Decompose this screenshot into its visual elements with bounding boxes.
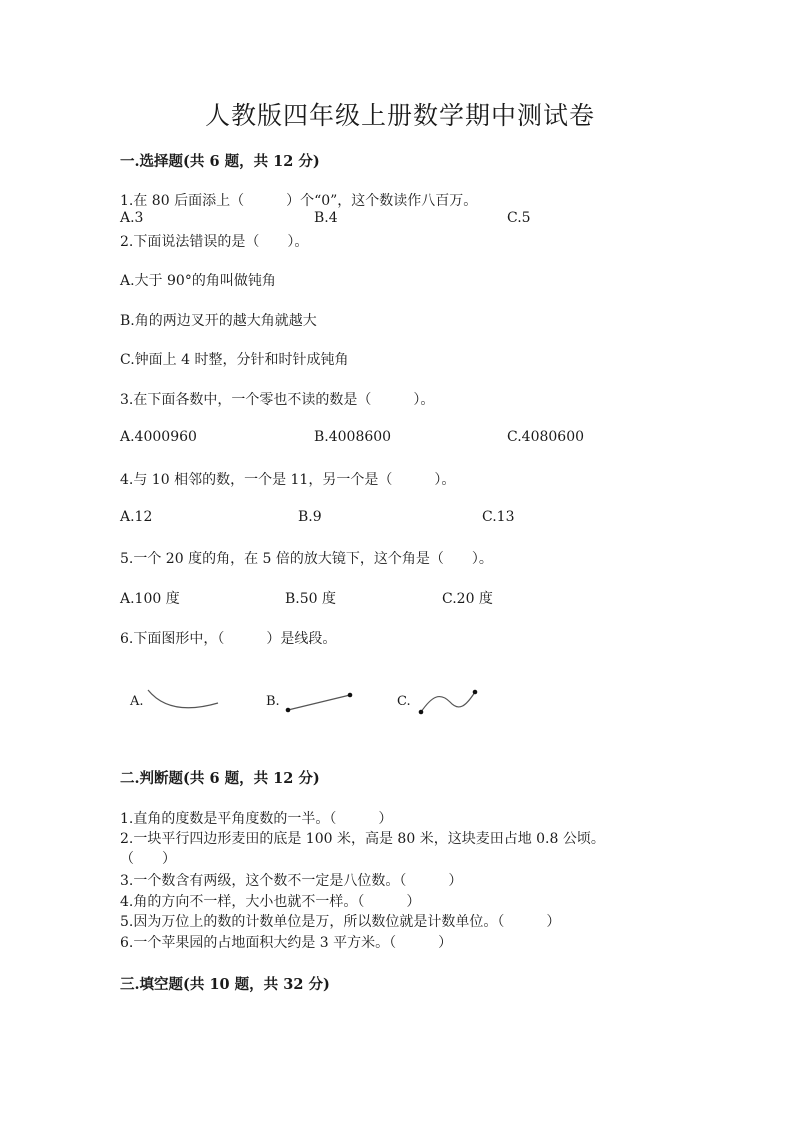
section-heading-choice: 一.选择题(共 6 题，共 12 分)	[120, 153, 320, 170]
option-b: B.9	[298, 509, 322, 525]
judgement-question-3: 3.一个数含有两级，这个数不一定是八位数。（ ）	[120, 873, 463, 889]
question-5: 5.一个 20 度的角，在 5 倍的放大镜下，这个角是（ ）。	[120, 551, 493, 567]
judgement-question-2-blank: （ ）	[120, 851, 176, 867]
option-a: A.100 度	[120, 591, 180, 607]
option-c: C.13	[482, 509, 515, 525]
judgement-question-4: 4.角的方向不一样，大小也就不一样。（ ）	[120, 894, 421, 910]
judgement-question-2: 2.一块平行四边形麦田的底是 100 米，高是 80 米，这块麦田占地 0.8 公顷。	[120, 831, 605, 847]
option-b: B.4	[314, 210, 338, 226]
section-heading-judgement: 二.判断题(共 6 题，共 12 分)	[120, 770, 320, 787]
option-a: A.12	[120, 509, 153, 525]
option-b: B.50 度	[285, 591, 337, 607]
option-c: C.钟面上 4 时整，分针和时针成钝角	[120, 352, 349, 368]
figure-label-b: B.	[266, 694, 280, 709]
question-1: 1.在 80 后面添上（ ）个“0”，这个数读作八百万。	[120, 193, 478, 209]
judgement-question-1: 1.直角的度数是平角度数的一半。（ ）	[120, 811, 393, 827]
option-c: C.20 度	[442, 591, 493, 607]
line-segment-figure-b	[280, 688, 360, 716]
option-b: B.4008600	[314, 429, 392, 445]
question-2: 2.下面说法错误的是（ ）。	[120, 234, 309, 250]
option-c: C.5	[507, 210, 531, 226]
question-4: 4.与 10 相邻的数，一个是 11，另一个是（ ）。	[120, 472, 456, 488]
figure-label-a: A.	[130, 694, 144, 709]
page-title: 人教版四年级上册数学期中测试卷	[204, 101, 595, 130]
figure-label-c: C.	[397, 694, 411, 709]
option-a: A.4000960	[120, 429, 197, 445]
wavy-curve-figure-c	[414, 684, 484, 716]
judgement-question-5: 5.因为万位上的数的计数单位是万，所以数位就是计数单位。（ ）	[120, 914, 561, 930]
question-6: 6.下面图形中，（ ）是线段。	[120, 631, 337, 647]
option-b: B.角的两边叉开的越大角就越大	[120, 313, 317, 329]
question-3: 3.在下面各数中，一个零也不读的数是（ ）。	[120, 392, 435, 408]
section-heading-fill-in: 三.填空题(共 10 题，共 32 分)	[120, 976, 330, 993]
judgement-question-6: 6.一个苹果园的占地面积大约是 3 平方米。（ ）	[120, 935, 453, 951]
option-c: C.4080600	[507, 429, 585, 445]
curve-figure-a	[140, 685, 230, 715]
option-a: A.大于 90°的角叫做钝角	[120, 273, 276, 289]
option-a: A.3	[120, 210, 144, 226]
